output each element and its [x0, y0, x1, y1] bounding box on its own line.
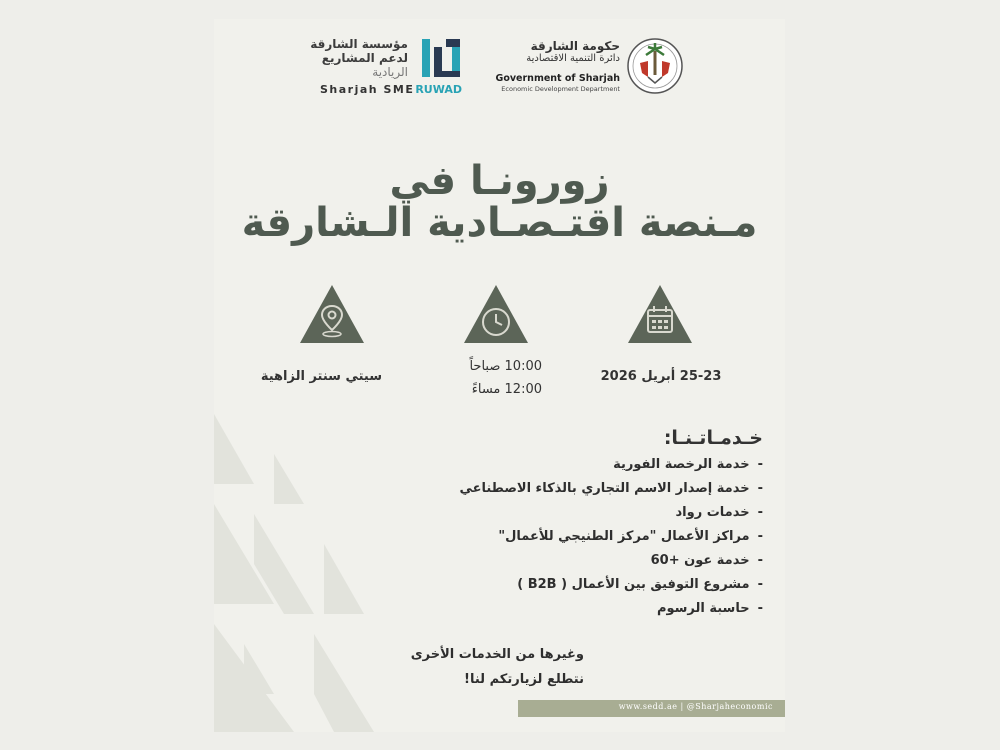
footer-bar — [518, 700, 785, 717]
closing-line1: وغيرها من الخدمات الأخرى — [410, 647, 584, 662]
service-item-label: مشروع التوفيق بين الأعمال ( B2B ) — [517, 577, 750, 592]
title-line2: مـنصة اقتـصـادية الـشارقة — [241, 200, 758, 246]
closing-line2: نتطلع لزيارتكم لنا! — [464, 672, 584, 687]
sharjah-sme-logo — [310, 37, 464, 99]
service-item: -مشروع التوفيق بين الأعمال ( B2B ) — [517, 577, 763, 592]
service-item-label: خدمة عون +60 — [650, 553, 750, 568]
clock-icon — [464, 285, 528, 343]
services-title: خـدمـاتـنـا: — [663, 427, 763, 449]
location-pin-icon — [300, 285, 364, 343]
service-item-label: خدمة إصدار الاسم التجاري بالذكاء الاصطناعي — [459, 481, 750, 496]
sme-english-name: Sharjah SME — [320, 83, 415, 96]
date-text: 25-23 أبريل 2026 — [600, 369, 722, 384]
service-item-label: مراكز الأعمال "مركز الطنيجي للأعمال" — [498, 529, 750, 544]
service-item: -خدمات رواد — [675, 505, 763, 520]
gov-english-line2: Economic Development Department — [501, 85, 620, 93]
services-section — [333, 427, 763, 621]
time-start: 10:00 صباحاً — [469, 359, 542, 374]
footer-links: www.sedd.ae | @Sharjaheconomic — [618, 702, 773, 711]
service-item: -خدمة إصدار الاسم التجاري بالذكاء الاصطناعي — [459, 481, 763, 496]
time-end: 12:00 مساءً — [471, 382, 542, 397]
gov-english-line1: Government of Sharjah — [495, 73, 620, 84]
services-list — [333, 453, 763, 621]
service-item-label: خدمات رواد — [675, 505, 750, 520]
government-logo — [495, 37, 684, 99]
poster — [214, 19, 785, 732]
gov-arabic-line1: حكومة الشارقة — [530, 39, 620, 53]
location-text: سيتي سنتر الزاهية — [260, 369, 382, 384]
sme-arabic-line: الريادية — [372, 65, 408, 79]
title-line1: زورونـا في — [389, 158, 610, 204]
service-item: -حاسبة الرسوم — [656, 601, 763, 616]
service-item-label: حاسبة الرسوم — [656, 601, 750, 616]
ruwad-wordmark: RUWAD — [415, 83, 462, 96]
sme-arabic-line: لدعم المشاريع — [321, 51, 408, 65]
calendar-icon — [628, 285, 692, 343]
service-item: -خدمة الرخصة الفورية — [613, 457, 763, 472]
gov-arabic-line2: دائرة التنمية الاقتصادية — [526, 53, 620, 64]
header-logos — [214, 35, 785, 101]
sharjah-emblem-icon — [626, 37, 684, 95]
service-item-label: خدمة الرخصة الفورية — [613, 457, 750, 472]
service-item: -مراكز الأعمال "مركز الطنيجي للأعمال" — [498, 529, 763, 544]
service-item: -خدمة عون +60 — [650, 553, 763, 568]
sme-arabic-name — [310, 37, 408, 79]
sme-arabic-line: مؤسسة الشارقة — [310, 37, 408, 51]
